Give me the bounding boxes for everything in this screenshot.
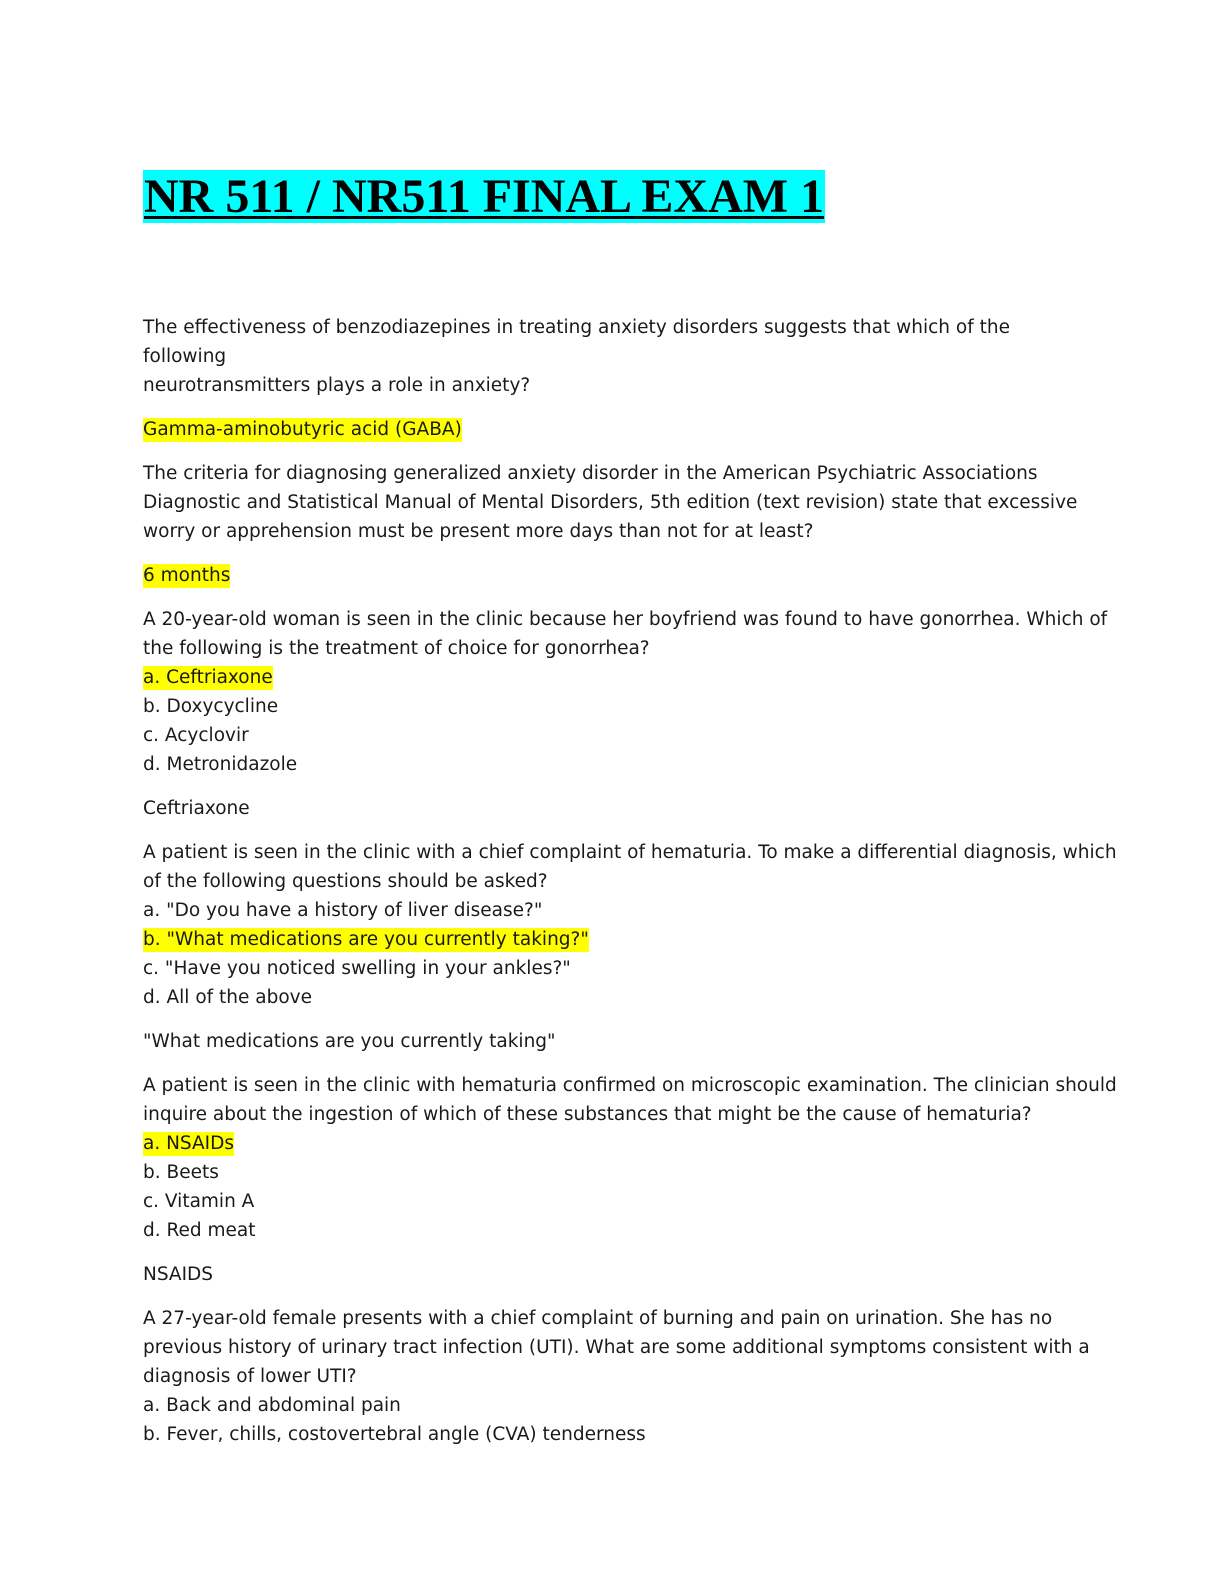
option-4a: a. "Do you have a history of liver disease?" [143, 900, 543, 921]
answer-1-block [143, 415, 1078, 444]
question-6-block [143, 1304, 1090, 1449]
option-4b-highlight: b. "What medications are you currently taking?" [143, 929, 589, 950]
question-6-line-2: previous history of urinary tract infection (UTI). What are some additional symptoms consistent with a [143, 1337, 1090, 1358]
question-2: The criteria for diagnosing generalized anxiety disorder in the American Psychiatric Associations Diagnostic and Statistical Manual of Mental Disorders, 5th edition (text revision) state that excessive worry or apprehension must be present more days than not for at least? [143, 463, 1078, 542]
answer-2-block [143, 561, 1078, 590]
option-4b [143, 925, 1078, 954]
question-3-line-2: the following is the treatment of choice for gonorrhea? [143, 638, 650, 659]
option-3b: b. Doxycycline [143, 696, 279, 717]
option-3d: d. Metronidazole [143, 754, 298, 775]
option-5b: b. Beets [143, 1162, 219, 1183]
option-6b: b. Fever, chills, costovertebral angle (CVA) tenderness [143, 1424, 646, 1445]
option-4d: d. All of the above [143, 987, 313, 1008]
option-6a: a. Back and abdominal pain [143, 1395, 401, 1416]
question-3-line-1: A 20-year-old woman is seen in the clinic because her boyfriend was found to have gonorrhea. Which of [143, 609, 1108, 630]
question-6-line-3: diagnosis of lower UTI? [143, 1366, 357, 1387]
option-5d: d. Red meat [143, 1220, 256, 1241]
answer-4: "What medications are you currently taking" [143, 1031, 556, 1052]
option-3a [143, 663, 1078, 692]
question-5-line-2: inquire about the ingestion of which of these substances that might be the cause of hematuria? [143, 1104, 1032, 1125]
answer-5: NSAIDS [143, 1264, 214, 1285]
question-3-block [143, 605, 1108, 779]
option-5a-highlight: a. NSAIDs [143, 1133, 235, 1154]
option-4c: c. "Have you noticed swelling in your ankles?" [143, 958, 571, 979]
document-page [143, 168, 1117, 1464]
question-4-line-1: A patient is seen in the clinic with a chief complaint of hematuria. To make a differential diagnosis, which [143, 842, 1117, 863]
question-1: The effectiveness of benzodiazepines in treating anxiety disorders suggests that which of the following neurotransmitters plays a role in anxiety? [143, 317, 1010, 396]
answer-3: Ceftriaxone [143, 798, 250, 819]
option-3c: c. Acyclovir [143, 725, 249, 746]
question-6-line-1: A 27-year-old female presents with a chief complaint of burning and pain on urination. She has no [143, 1308, 1053, 1329]
question-4-block [143, 838, 1117, 1012]
answer-1-highlight: Gamma-aminobutyric acid (GABA) [143, 419, 462, 440]
question-4-line-2: of the following questions should be asked? [143, 871, 548, 892]
document-title: NR 511 / NR511 FINAL EXAM 1 [144, 170, 825, 223]
option-3a-highlight: a. Ceftriaxone [143, 667, 273, 688]
question-5-block [143, 1071, 1117, 1245]
title-block [143, 168, 1078, 236]
option-5c: c. Vitamin A [143, 1191, 255, 1212]
option-5a [143, 1129, 1078, 1158]
question-5-line-1: A patient is seen in the clinic with hematuria confirmed on microscopic examination. The clinician should [143, 1075, 1117, 1096]
answer-2-highlight: 6 months [143, 565, 231, 586]
